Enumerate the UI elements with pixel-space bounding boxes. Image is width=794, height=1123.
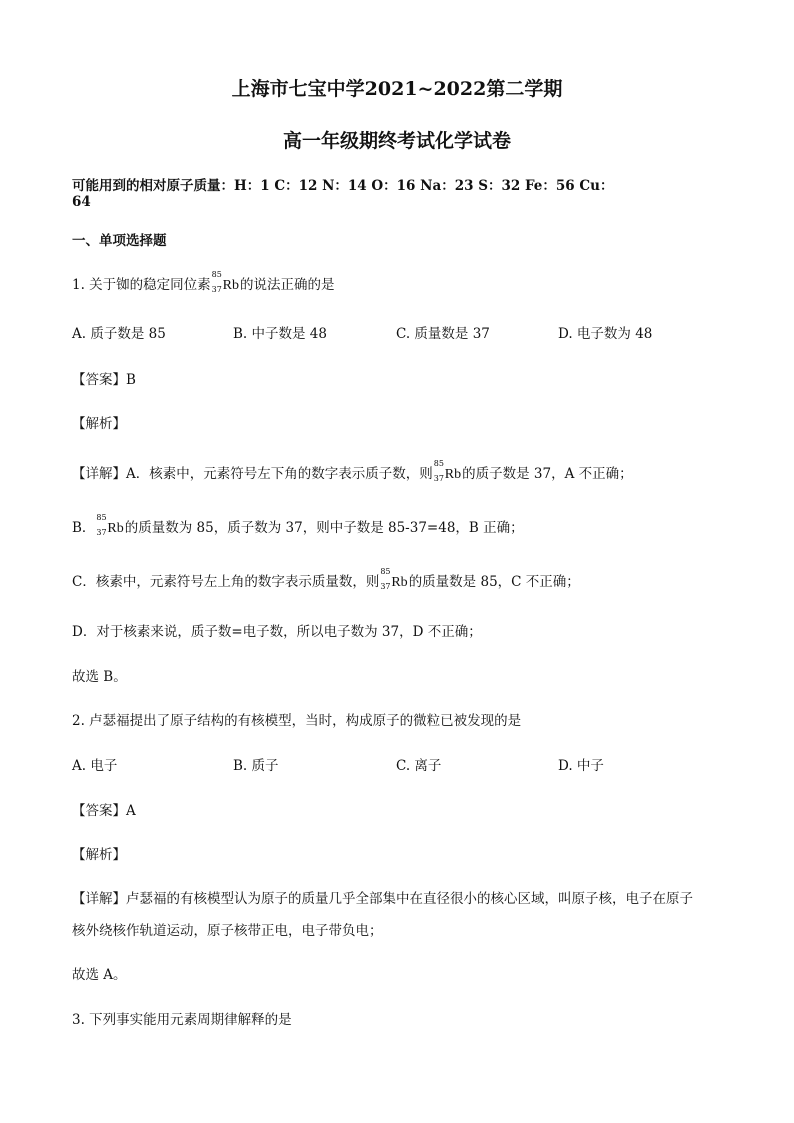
question-1-stem-after: 的说法正确的是	[240, 277, 335, 293]
isotope-mass-number: 85	[96, 513, 107, 522]
isotope-symbol: Rb	[444, 467, 462, 482]
rb-isotope-notation	[380, 567, 408, 591]
question-1-detail-b	[72, 513, 524, 537]
question-2-option-b: B. 质子	[233, 758, 279, 774]
detail-c-after: 的质量数是 85，C 不正确；	[408, 574, 580, 590]
question-2-detail-line2: 核外绕核作轨道运动，原子核带正电，电子带负电；	[72, 923, 383, 939]
isotope-mass-number: 85	[433, 459, 444, 468]
question-1-detail-a	[72, 459, 633, 483]
detail-a-after: 的质子数是 37，A 不正确；	[462, 466, 633, 482]
question-3-stem: 3. 下列事实能用元素周期律解释的是	[72, 1012, 292, 1028]
isotope-atomic-number: 37	[380, 582, 391, 591]
isotope-mass-number: 85	[380, 567, 391, 576]
rb-isotope-notation	[433, 459, 462, 483]
rb-isotope-notation	[96, 513, 124, 537]
isotope-atomic-number: 37	[433, 474, 444, 483]
question-2-option-d: D. 中子	[558, 758, 604, 774]
section-heading: 一、单项选择题	[72, 233, 167, 249]
isotope-mass-number: 85	[211, 270, 222, 279]
question-1-option-d: D. 电子数为 48	[558, 326, 653, 342]
detail-b-after: 的质量数为 85，质子数为 37，则中子数是 85-37=48，B 正确；	[124, 520, 524, 536]
question-1-detail-c	[72, 567, 580, 591]
question-2-option-c: C. 离子	[396, 758, 442, 774]
question-1-answer: 【答案】B	[72, 372, 136, 388]
detail-a-before: 【详解】A．核素中，元素符号左下角的数字表示质子数，则	[72, 466, 433, 482]
isotope-symbol: Rb	[222, 278, 240, 293]
question-1-option-b: B. 中子数是 48	[233, 326, 327, 342]
isotope-atomic-number: 37	[211, 285, 222, 294]
question-1-stem	[72, 270, 335, 294]
exam-title-line2: 高一年级期终考试化学试卷	[282, 130, 511, 152]
rb-isotope-notation	[211, 270, 240, 294]
question-1-analysis-label: 【解析】	[72, 416, 126, 432]
exam-title-line1: 上海市七宝中学2021~2022第二学期	[231, 78, 563, 100]
question-2-conclusion: 故选 A。	[72, 967, 127, 983]
question-1-conclusion: 故选 B。	[72, 669, 127, 685]
question-1-detail-d: D．对于核素来说，质子数=电子数，所以电子数为 37，D 不正确；	[72, 624, 482, 640]
isotope-symbol: Rb	[107, 521, 124, 536]
question-1-option-a: A. 质子数是 85	[72, 326, 166, 342]
question-2-stem: 2. 卢瑟福提出了原子结构的有核模型，当时，构成原子的微粒已被发现的是	[72, 713, 522, 729]
question-1-option-c: C. 质量数是 37	[396, 326, 490, 342]
question-1-stem-before: 1. 关于铷的稳定同位素	[72, 277, 211, 293]
detail-c-before: C．核素中，元素符号左上角的数字表示质量数，则	[72, 574, 380, 590]
question-2-answer: 【答案】A	[72, 803, 136, 819]
question-2-analysis-label: 【解析】	[72, 847, 126, 863]
question-2-detail-line1: 【详解】卢瑟福的有核模型认为原子的质量几乎全部集中在直径很小的核心区域，叫原子核，电子在原子	[72, 891, 693, 907]
atomic-masses-line1: 可能用到的相对原子质量：H：1 C：12 N：14 O：16 Na：23 S：32 Fe：56 Cu：	[72, 178, 614, 194]
isotope-symbol: Rb	[391, 575, 408, 590]
atomic-masses-line2: 64	[72, 194, 91, 210]
detail-b-before: B．	[72, 520, 96, 536]
isotope-atomic-number: 37	[96, 528, 107, 537]
question-2-option-a: A. 电子	[72, 758, 118, 774]
